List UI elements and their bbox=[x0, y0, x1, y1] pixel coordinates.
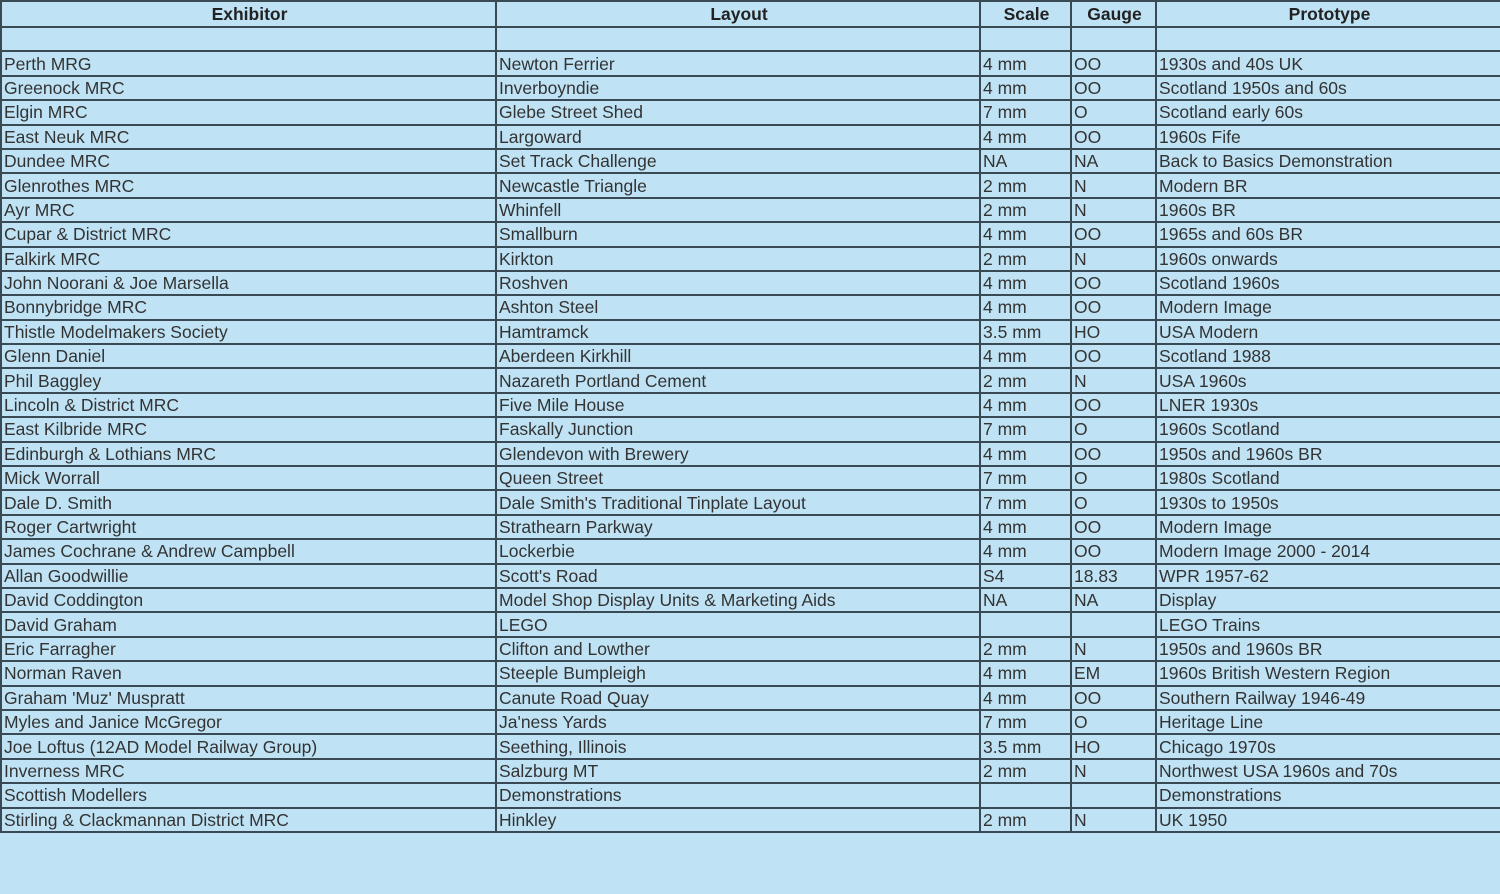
exhibitor-cell[interactable]: Greenock MRC bbox=[1, 76, 496, 100]
scale-cell[interactable]: 2 mm bbox=[980, 198, 1071, 222]
exhibitor-cell[interactable]: Mick Worrall bbox=[1, 466, 496, 490]
layout-cell[interactable]: Five Mile House bbox=[496, 393, 980, 417]
layout-cell[interactable]: Newcastle Triangle bbox=[496, 173, 980, 197]
gauge-cell[interactable]: OO bbox=[1071, 271, 1156, 295]
gauge-cell[interactable]: OO bbox=[1071, 344, 1156, 368]
gauge-cell[interactable]: OO bbox=[1071, 442, 1156, 466]
table-row bbox=[1, 393, 1500, 417]
layout-cell[interactable]: Seething, Illinois bbox=[496, 734, 980, 758]
layout-cell[interactable]: Queen Street bbox=[496, 466, 980, 490]
exhibitor-cell[interactable]: Edinburgh & Lothians MRC bbox=[1, 442, 496, 466]
exhibitor-cell[interactable]: Bonnybridge MRC bbox=[1, 295, 496, 319]
layout-cell[interactable]: Ashton Steel bbox=[496, 295, 980, 319]
layout-cell[interactable]: Smallburn bbox=[496, 222, 980, 246]
scale-cell[interactable]: 3.5 mm bbox=[980, 320, 1071, 344]
exhibitor-cell[interactable]: Thistle Modelmakers Society bbox=[1, 320, 496, 344]
header-prototype[interactable]: Prototype bbox=[1156, 1, 1500, 27]
table-row bbox=[1, 490, 1500, 514]
prototype-cell[interactable]: Scotland 1950s and 60s bbox=[1156, 76, 1500, 100]
gauge-cell[interactable]: N bbox=[1071, 173, 1156, 197]
prototype-cell[interactable]: 1950s and 1960s BR bbox=[1156, 637, 1500, 661]
exhibitor-cell[interactable]: Joe Loftus (12AD Model Railway Group) bbox=[1, 734, 496, 758]
table-row bbox=[1, 100, 1500, 124]
table-row bbox=[1, 539, 1500, 563]
scale-cell[interactable]: 4 mm bbox=[980, 515, 1071, 539]
exhibitor-cell[interactable]: Allan Goodwillie bbox=[1, 564, 496, 588]
table-row bbox=[1, 76, 1500, 100]
prototype-cell[interactable]: 1960s Fife bbox=[1156, 125, 1500, 149]
layout-cell[interactable]: Set Track Challenge bbox=[496, 149, 980, 173]
prototype-cell[interactable] bbox=[1156, 27, 1500, 51]
gauge-cell[interactable]: OO bbox=[1071, 686, 1156, 710]
table-row bbox=[1, 783, 1500, 807]
prototype-cell[interactable]: LNER 1930s bbox=[1156, 393, 1500, 417]
table-row bbox=[1, 417, 1500, 441]
prototype-cell[interactable]: Demonstrations bbox=[1156, 783, 1500, 807]
exhibitor-cell[interactable]: Stirling & Clackmannan District MRC bbox=[1, 808, 496, 832]
scale-cell[interactable]: 7 mm bbox=[980, 417, 1071, 441]
table-row bbox=[1, 734, 1500, 758]
gauge-cell[interactable]: O bbox=[1071, 417, 1156, 441]
scale-cell[interactable]: 7 mm bbox=[980, 100, 1071, 124]
exhibitor-cell[interactable]: East Kilbride MRC bbox=[1, 417, 496, 441]
layout-cell[interactable]: Steeple Bumpleigh bbox=[496, 661, 980, 685]
exhibitor-cell[interactable]: Roger Cartwright bbox=[1, 515, 496, 539]
gauge-cell[interactable]: N bbox=[1071, 247, 1156, 271]
gauge-cell[interactable]: OO bbox=[1071, 51, 1156, 75]
table-row bbox=[1, 442, 1500, 466]
exhibitor-cell[interactable]: Scottish Modellers bbox=[1, 783, 496, 807]
exhibitor-cell[interactable]: Inverness MRC bbox=[1, 759, 496, 783]
prototype-cell[interactable]: Back to Basics Demonstration bbox=[1156, 149, 1500, 173]
exhibitor-cell[interactable]: Falkirk MRC bbox=[1, 247, 496, 271]
prototype-cell[interactable]: UK 1950 bbox=[1156, 808, 1500, 832]
exhibitor-cell[interactable]: John Noorani & Joe Marsella bbox=[1, 271, 496, 295]
gauge-cell[interactable]: OO bbox=[1071, 76, 1156, 100]
prototype-cell[interactable]: Scotland 1988 bbox=[1156, 344, 1500, 368]
layout-cell[interactable]: Inverboyndie bbox=[496, 76, 980, 100]
gauge-cell[interactable]: O bbox=[1071, 466, 1156, 490]
exhibitor-cell[interactable]: Ayr MRC bbox=[1, 198, 496, 222]
scale-cell[interactable]: 4 mm bbox=[980, 76, 1071, 100]
table-row bbox=[1, 368, 1500, 392]
gauge-cell[interactable]: NA bbox=[1071, 149, 1156, 173]
layout-cell[interactable]: Whinfell bbox=[496, 198, 980, 222]
header-gauge[interactable]: Gauge bbox=[1071, 1, 1156, 27]
table-row bbox=[1, 271, 1500, 295]
gauge-cell[interactable]: N bbox=[1071, 637, 1156, 661]
scale-cell[interactable]: NA bbox=[980, 149, 1071, 173]
scale-cell[interactable]: 2 mm bbox=[980, 759, 1071, 783]
exhibitor-cell[interactable]: Elgin MRC bbox=[1, 100, 496, 124]
prototype-cell[interactable]: LEGO Trains bbox=[1156, 612, 1500, 636]
scale-cell[interactable]: 7 mm bbox=[980, 466, 1071, 490]
layout-cell[interactable]: Kirkton bbox=[496, 247, 980, 271]
table-row bbox=[1, 247, 1500, 271]
layout-cell[interactable]: Glendevon with Brewery bbox=[496, 442, 980, 466]
gauge-cell[interactable]: NA bbox=[1071, 588, 1156, 612]
table-row bbox=[1, 686, 1500, 710]
scale-cell[interactable]: 4 mm bbox=[980, 222, 1071, 246]
table-row bbox=[1, 637, 1500, 661]
prototype-cell[interactable]: Modern Image 2000 - 2014 bbox=[1156, 539, 1500, 563]
scale-cell[interactable]: 2 mm bbox=[980, 247, 1071, 271]
exhibitor-cell[interactable]: James Cochrane & Andrew Campbell bbox=[1, 539, 496, 563]
prototype-cell[interactable]: Scotland early 60s bbox=[1156, 100, 1500, 124]
layout-cell[interactable]: Hinkley bbox=[496, 808, 980, 832]
scale-cell[interactable]: 2 mm bbox=[980, 173, 1071, 197]
prototype-cell[interactable]: 1960s Scotland bbox=[1156, 417, 1500, 441]
prototype-cell[interactable]: 1930s and 40s UK bbox=[1156, 51, 1500, 75]
prototype-cell[interactable]: Northwest USA 1960s and 70s bbox=[1156, 759, 1500, 783]
scale-cell[interactable]: 4 mm bbox=[980, 686, 1071, 710]
gauge-cell[interactable]: OO bbox=[1071, 515, 1156, 539]
table-body bbox=[1, 27, 1500, 832]
table-row bbox=[1, 295, 1500, 319]
prototype-cell[interactable]: 1960s British Western Region bbox=[1156, 661, 1500, 685]
prototype-cell[interactable]: USA 1960s bbox=[1156, 368, 1500, 392]
scale-cell[interactable]: 4 mm bbox=[980, 51, 1071, 75]
layout-cell[interactable]: Newton Ferrier bbox=[496, 51, 980, 75]
table-row bbox=[1, 710, 1500, 734]
table-row bbox=[1, 808, 1500, 832]
table-row bbox=[1, 320, 1500, 344]
layout-cell[interactable]: Canute Road Quay bbox=[496, 686, 980, 710]
prototype-cell[interactable]: 1960s onwards bbox=[1156, 247, 1500, 271]
prototype-cell[interactable]: Modern Image bbox=[1156, 295, 1500, 319]
table-row bbox=[1, 661, 1500, 685]
prototype-cell[interactable]: 1930s to 1950s bbox=[1156, 490, 1500, 514]
table-row bbox=[1, 466, 1500, 490]
table-row bbox=[1, 149, 1500, 173]
scale-cell[interactable]: S4 bbox=[980, 564, 1071, 588]
layout-cell[interactable]: Largoward bbox=[496, 125, 980, 149]
scale-cell[interactable]: 7 mm bbox=[980, 710, 1071, 734]
layout-cell[interactable]: Scott's Road bbox=[496, 564, 980, 588]
exhibitor-cell[interactable]: Phil Baggley bbox=[1, 368, 496, 392]
layout-cell[interactable]: Strathearn Parkway bbox=[496, 515, 980, 539]
gauge-cell[interactable]: OO bbox=[1071, 222, 1156, 246]
gauge-cell[interactable]: O bbox=[1071, 100, 1156, 124]
gauge-cell[interactable]: N bbox=[1071, 808, 1156, 832]
layout-cell[interactable] bbox=[496, 27, 980, 51]
layout-cell[interactable]: Faskally Junction bbox=[496, 417, 980, 441]
exhibitor-cell[interactable]: Glenrothes MRC bbox=[1, 173, 496, 197]
gauge-cell[interactable]: HO bbox=[1071, 734, 1156, 758]
layout-cell[interactable]: Demonstrations bbox=[496, 783, 980, 807]
layout-cell[interactable]: Glebe Street Shed bbox=[496, 100, 980, 124]
layout-cell[interactable]: Nazareth Portland Cement bbox=[496, 368, 980, 392]
prototype-cell[interactable]: 1980s Scotland bbox=[1156, 466, 1500, 490]
gauge-cell[interactable]: N bbox=[1071, 759, 1156, 783]
layout-cell[interactable]: Clifton and Lowther bbox=[496, 637, 980, 661]
table-row bbox=[1, 198, 1500, 222]
table-row bbox=[1, 759, 1500, 783]
header-row bbox=[1, 1, 1500, 27]
scale-cell[interactable]: 4 mm bbox=[980, 661, 1071, 685]
prototype-cell[interactable]: Chicago 1970s bbox=[1156, 734, 1500, 758]
table-row bbox=[1, 51, 1500, 75]
table-row bbox=[1, 344, 1500, 368]
exhibitor-cell[interactable]: Myles and Janice McGregor bbox=[1, 710, 496, 734]
table-row bbox=[1, 222, 1500, 246]
prototype-cell[interactable]: Southern Railway 1946-49 bbox=[1156, 686, 1500, 710]
header-layout[interactable]: Layout bbox=[496, 1, 980, 27]
scale-cell[interactable]: 2 mm bbox=[980, 808, 1071, 832]
layout-cell[interactable]: Hamtramck bbox=[496, 320, 980, 344]
exhibitor-cell[interactable]: Eric Farragher bbox=[1, 637, 496, 661]
exhibitor-cell[interactable]: Perth MRG bbox=[1, 51, 496, 75]
layout-cell[interactable]: Salzburg MT bbox=[496, 759, 980, 783]
exhibitor-cell[interactable]: Lincoln & District MRC bbox=[1, 393, 496, 417]
table-row bbox=[1, 173, 1500, 197]
scale-cell[interactable]: 4 mm bbox=[980, 295, 1071, 319]
layout-cell[interactable]: Lockerbie bbox=[496, 539, 980, 563]
gauge-cell[interactable]: OO bbox=[1071, 539, 1156, 563]
prototype-cell[interactable]: Heritage Line bbox=[1156, 710, 1500, 734]
layout-cell[interactable]: Dale Smith's Traditional Tinplate Layout bbox=[496, 490, 980, 514]
gauge-cell[interactable] bbox=[1071, 783, 1156, 807]
prototype-cell[interactable]: 1965s and 60s BR bbox=[1156, 222, 1500, 246]
scale-cell[interactable]: 4 mm bbox=[980, 271, 1071, 295]
gauge-cell[interactable]: HO bbox=[1071, 320, 1156, 344]
scale-cell[interactable] bbox=[980, 27, 1071, 51]
gauge-cell[interactable]: N bbox=[1071, 368, 1156, 392]
exhibitor-cell[interactable]: Graham 'Muz' Muspratt bbox=[1, 686, 496, 710]
scale-cell[interactable]: 7 mm bbox=[980, 490, 1071, 514]
gauge-cell[interactable]: OO bbox=[1071, 393, 1156, 417]
exhibitor-cell[interactable]: Norman Raven bbox=[1, 661, 496, 685]
table-row bbox=[1, 27, 1500, 51]
exhibitor-cell[interactable]: Dale D. Smith bbox=[1, 490, 496, 514]
table-row bbox=[1, 125, 1500, 149]
gauge-cell[interactable]: OO bbox=[1071, 295, 1156, 319]
scale-cell[interactable]: 4 mm bbox=[980, 344, 1071, 368]
gauge-cell[interactable] bbox=[1071, 27, 1156, 51]
exhibitor-cell[interactable]: David Graham bbox=[1, 612, 496, 636]
exhibitor-cell[interactable]: East Neuk MRC bbox=[1, 125, 496, 149]
gauge-cell[interactable]: N bbox=[1071, 198, 1156, 222]
table-row bbox=[1, 515, 1500, 539]
table-row bbox=[1, 564, 1500, 588]
header-exhibitor[interactable]: Exhibitor bbox=[1, 1, 496, 27]
prototype-cell[interactable]: WPR 1957-62 bbox=[1156, 564, 1500, 588]
exhibitor-cell[interactable]: David Coddington bbox=[1, 588, 496, 612]
exhibitor-cell[interactable]: Cupar & District MRC bbox=[1, 222, 496, 246]
layout-cell[interactable]: Model Shop Display Units & Marketing Aids bbox=[496, 588, 980, 612]
header-scale[interactable]: Scale bbox=[980, 1, 1071, 27]
gauge-cell[interactable]: EM bbox=[1071, 661, 1156, 685]
gauge-cell[interactable]: 18.83 bbox=[1071, 564, 1156, 588]
layout-cell[interactable]: Roshven bbox=[496, 271, 980, 295]
scale-cell[interactable]: 4 mm bbox=[980, 125, 1071, 149]
prototype-cell[interactable]: USA Modern bbox=[1156, 320, 1500, 344]
scale-cell[interactable]: 4 mm bbox=[980, 442, 1071, 466]
prototype-cell[interactable]: Display bbox=[1156, 588, 1500, 612]
scale-cell[interactable]: 3.5 mm bbox=[980, 734, 1071, 758]
gauge-cell[interactable]: O bbox=[1071, 710, 1156, 734]
layout-cell[interactable]: LEGO bbox=[496, 612, 980, 636]
exhibitor-cell[interactable] bbox=[1, 27, 496, 51]
scale-cell[interactable]: 2 mm bbox=[980, 368, 1071, 392]
scale-cell[interactable] bbox=[980, 783, 1071, 807]
prototype-cell[interactable]: 1950s and 1960s BR bbox=[1156, 442, 1500, 466]
prototype-cell[interactable]: 1960s BR bbox=[1156, 198, 1500, 222]
table-row bbox=[1, 588, 1500, 612]
scale-cell[interactable]: NA bbox=[980, 588, 1071, 612]
prototype-cell[interactable]: Modern BR bbox=[1156, 173, 1500, 197]
gauge-cell[interactable]: O bbox=[1071, 490, 1156, 514]
prototype-cell[interactable]: Modern Image bbox=[1156, 515, 1500, 539]
scale-cell[interactable]: 4 mm bbox=[980, 393, 1071, 417]
exhibitor-cell[interactable]: Glenn Daniel bbox=[1, 344, 496, 368]
gauge-cell[interactable] bbox=[1071, 612, 1156, 636]
layout-cell[interactable]: Aberdeen Kirkhill bbox=[496, 344, 980, 368]
table-row bbox=[1, 612, 1500, 636]
exhibitor-cell[interactable]: Dundee MRC bbox=[1, 149, 496, 173]
layout-cell[interactable]: Ja'ness Yards bbox=[496, 710, 980, 734]
prototype-cell[interactable]: Scotland 1960s bbox=[1156, 271, 1500, 295]
scale-cell[interactable]: 2 mm bbox=[980, 637, 1071, 661]
scale-cell[interactable]: 4 mm bbox=[980, 539, 1071, 563]
gauge-cell[interactable]: OO bbox=[1071, 125, 1156, 149]
scale-cell[interactable] bbox=[980, 612, 1071, 636]
